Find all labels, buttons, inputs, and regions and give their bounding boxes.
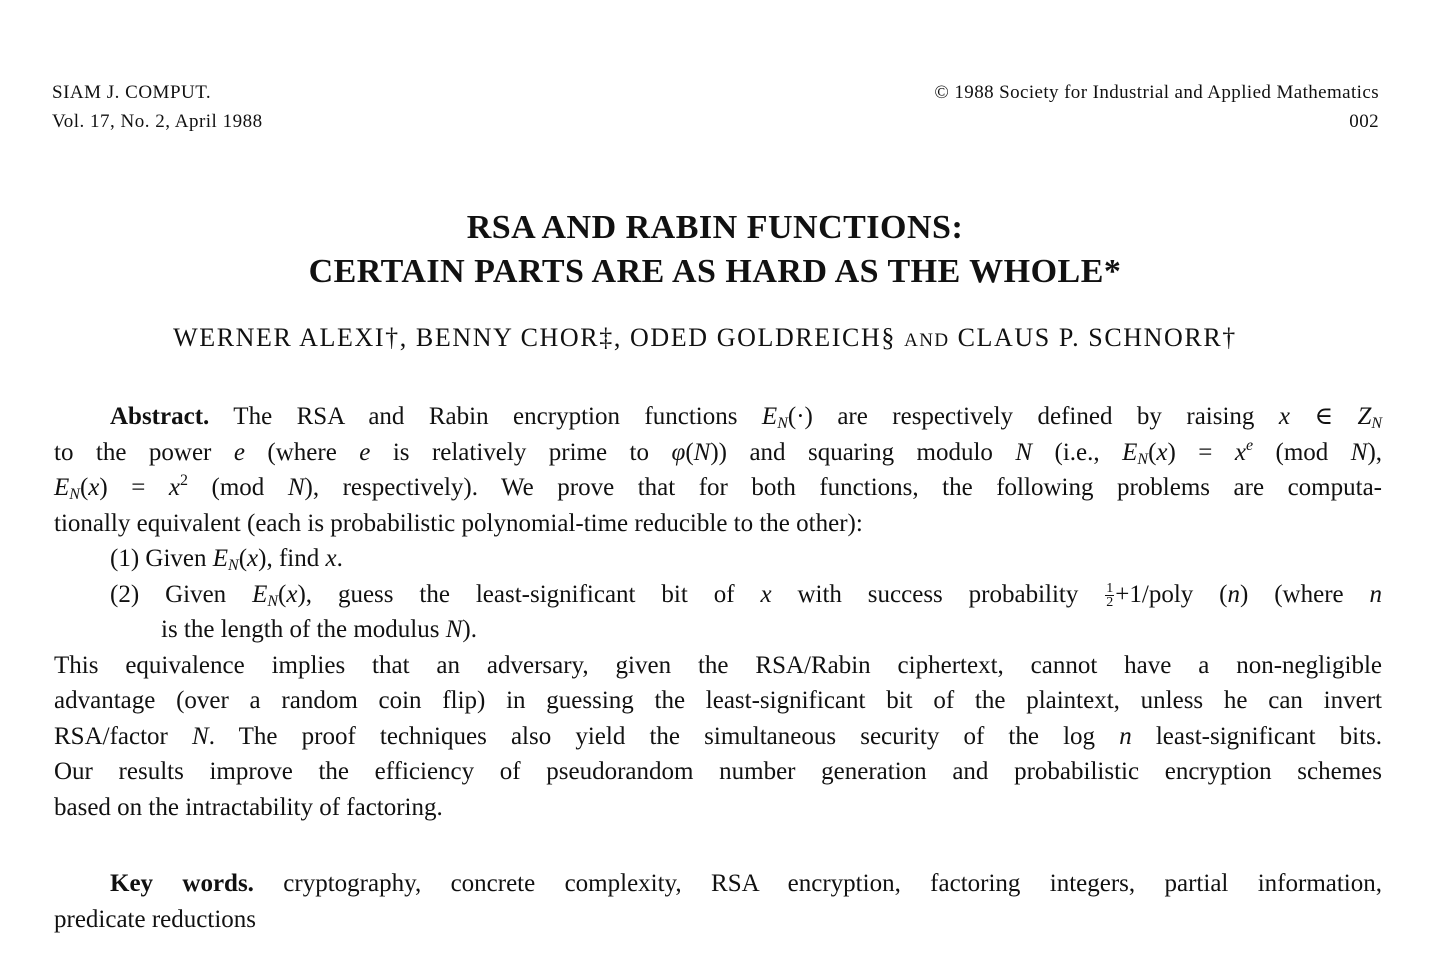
abstract-line: RSA/factor N. The proof techniques also yield the simultaneous security of the log n least-significant bits. [54, 722, 1383, 750]
keywords-heading: Key words. [110, 870, 254, 897]
author-chor: BENNY CHOR‡ [415, 323, 614, 352]
list-item-2: (2) Given $E_N(x)$, guess the least-significant bit of x with success probability $\frac{1}{2}$ +1/poly (n) (where n [110, 580, 1383, 611]
abstract-line: to the power e (where e is relatively prime to φ(N)) and squaring modulo N (i.e., $E_N(x) = x^e$ (mod N), [54, 436, 1383, 468]
abstract-line: advantage (over a random coin flip) in guessing the least-significant bit of the plaintext, unless he can invert [54, 687, 1382, 714]
copyright-header [934, 78, 1379, 136]
author-list: WERNER ALEXI†, BENNY CHOR‡, ODED GOLDREICH§ AND CLAUS P. SCHNORR† [173, 323, 1237, 352]
abstract-line: tionally equivalent (each is probabilistic polynomial-time reducible to the other): [54, 509, 863, 537]
title-line-1: RSA AND RABIN FUNCTIONS: [466, 209, 964, 246]
title-line-2: CERTAIN PARTS ARE AS HARD AS THE WHOLE* [308, 253, 1122, 290]
abstract-line: This equivalence implies that an adversary, given the RSA/Rabin ciphertext, cannot have a non-negligible [54, 651, 1382, 679]
abstract-line: Abstract. The RSA and Rabin encryption functions $E_N(\cdot)$ are respectively defined by raising x ∈ $Z_N$ [110, 403, 1383, 432]
journal-name: SIAM J. COMPUT. [52, 82, 212, 103]
abstract-line: Our results improve the efficiency of pseudorandom number generation and probabilistic encryption schemes [54, 758, 1382, 785]
author-schnorr: CLAUS P. SCHNORR† [957, 323, 1237, 352]
keywords-section [54, 866, 1382, 937]
article-number: 002 [1349, 111, 1379, 132]
author-conjunction: AND [904, 330, 950, 351]
keywords-line: Key words. cryptography, concrete complexity, RSA encryption, factoring integers, partial information, [110, 870, 1383, 897]
list-item-2-continuation: is the length of the modulus N). [161, 616, 477, 643]
abstract-line: based on the intractability of factoring. [54, 793, 443, 821]
author-alexi: WERNER ALEXI† [173, 323, 400, 352]
author-goldreich: ODED GOLDREICH§ [630, 323, 896, 352]
abstract-section [54, 399, 1382, 825]
fraction-one-half: $\frac{1}{2}$ [1106, 581, 1114, 611]
list-item-1: (1) Given $E_N(x)$, find x. [110, 545, 343, 574]
paper-title [0, 206, 1430, 294]
keywords-line: predicate reductions [54, 905, 256, 933]
journal-volume: Vol. 17, No. 2, April 1988 [52, 111, 263, 132]
abstract-heading: Abstract. [110, 403, 210, 430]
copyright-notice: © 1988 Society for Industrial and Applied Mathematics [934, 82, 1379, 103]
abstract-line: $E_N(x) = x^2$ (mod N), respectively). We prove that for both functions, the following problems are computa- [54, 472, 1382, 503]
journal-header [52, 78, 263, 136]
